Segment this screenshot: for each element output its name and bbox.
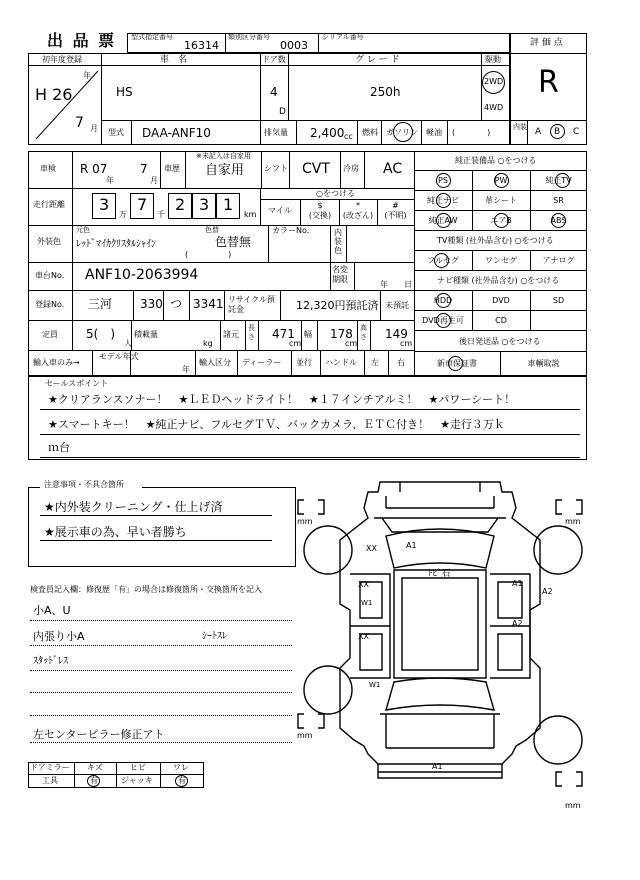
tv-fullseg-circle [434, 253, 449, 268]
tire-bracket-rear-right [556, 772, 582, 786]
sales-label: セールスポイント [45, 379, 109, 388]
inspection-month-unit: 月 [150, 176, 158, 185]
score-label: 評 価 点 [530, 38, 563, 48]
equip-abs-circle [551, 213, 566, 228]
navi-dvd-play-circle [436, 313, 451, 328]
name-change-label: 名変期限 [332, 265, 348, 284]
legend-kizu: キズ [87, 763, 103, 772]
roof [394, 570, 486, 678]
history-value: 自家用 [205, 163, 245, 178]
displacement-value: 2,400 [310, 126, 345, 140]
score-value: R [538, 65, 559, 100]
registration-area: 三河 [88, 297, 113, 311]
legend-jack-yes: 有 [178, 776, 186, 785]
equip-oem-navi: 純正ナビ [427, 196, 459, 205]
equip-oem-aw-circle [436, 213, 451, 228]
damage-xx-front-left: XX [366, 544, 377, 553]
later-warranty-circle [448, 356, 463, 371]
first-reg-month: 7 [75, 115, 84, 131]
history-label: 車歴 [164, 164, 180, 173]
equip-ps: PS [438, 176, 448, 185]
model-label: 型式 [108, 128, 124, 137]
fuel-gasoline: ガソリン [386, 128, 418, 137]
wheel-front-right [534, 526, 582, 574]
registration-number: 3341 [193, 297, 224, 311]
damage-a1-rear-bumper: A1 [432, 762, 443, 771]
tire-mm-rr: mm [565, 801, 581, 810]
type-number-value: 16314 [184, 39, 219, 52]
fuel-label: 燃料 [362, 128, 378, 137]
current-color-paren: ( ) [185, 250, 232, 259]
tire-bracket-rear-left [298, 714, 324, 728]
registration-class: 330 [140, 297, 163, 311]
load-label: 積載量 [134, 330, 158, 339]
displacement-unit: cc [344, 132, 353, 141]
mileage-label: 走行距離 [33, 200, 65, 209]
dimensions-label: 諸元 [223, 330, 239, 339]
legend-tools-circle [87, 775, 100, 787]
recycle-value: 12,320円預託済 [296, 299, 379, 312]
fuel-gasoline-circle [393, 122, 413, 142]
notes-line-2: ★展示車の為、早い者勝ち [44, 525, 187, 539]
load-unit: kg [203, 339, 213, 348]
class-number-label: 類別区分番号 [228, 33, 270, 41]
damage-a2-right-fender: A2 [542, 587, 553, 596]
equip-sr: SR [553, 196, 564, 205]
first-reg-year: H 26 [35, 85, 73, 104]
import-dealer: ディーラー [242, 358, 282, 367]
notes-label: 注意事項・不具合箇所 [44, 480, 124, 489]
inspector-line-2b: ｼｰﾄｽﾚ [202, 631, 227, 642]
later-manual: 車輌取説 [527, 359, 560, 368]
model-year-label: モデル年式 [99, 352, 139, 361]
current-color: 色替無 [215, 235, 252, 249]
inspection-label: 車検 [40, 164, 56, 173]
damage-a2-right-door: A2 [512, 619, 523, 628]
equip-oem-navi-circle [436, 193, 451, 208]
sales-line-2: ★スマートキー！ ★純正ナビ、フルセグＴＶ、バックカメラ、ＥＴＣ付き！ ★走行３万ｋ [48, 418, 505, 431]
drive-2wd: 2WD [484, 77, 504, 86]
mileage-exchange: $ (交換) [308, 201, 332, 220]
mile-label: マイル [268, 206, 292, 215]
color-number-label: カラーNo. [272, 226, 310, 235]
cooler-label: 冷房 [343, 164, 359, 173]
tire-mm-rl: mm [297, 731, 313, 740]
damage-w1-front-door: W1 [361, 599, 373, 607]
mileage-tampered: * (改ざん) [342, 201, 374, 220]
mileage-digit-2: 7 [137, 195, 148, 214]
doors-label: ドア数 [262, 55, 286, 64]
interior-c: C [573, 127, 580, 137]
equip-pw-circle [494, 173, 509, 188]
type-number-label: 型式指定番号 [131, 33, 173, 41]
tire-bracket-front-left [298, 500, 324, 514]
class-number-value: 0003 [280, 39, 308, 52]
length-label: 長さ [248, 324, 255, 341]
import-parallel: 並行 [296, 358, 312, 367]
notes-line-1: ★内外装クリーニング・仕上げ済 [44, 500, 223, 514]
exterior-color-label: 外装色 [37, 237, 61, 246]
damage-stone-chip: ﾄﾋﾞ石 [428, 569, 451, 579]
wheel-rear-left [304, 666, 352, 714]
height-unit: cm [400, 339, 413, 348]
mileage-sen: 千 [157, 210, 165, 219]
chassis-number: ANF10-2063994 [85, 267, 199, 283]
wheel-front-left [304, 526, 352, 574]
width-unit: cm [345, 339, 358, 348]
mileage-digit-5: 1 [223, 195, 234, 214]
mileage-digit-1: 3 [99, 195, 110, 214]
legend-doormirror: ドアミラー [30, 763, 70, 772]
drive-2wd-circle [482, 71, 505, 94]
equip-pw: PW [494, 176, 508, 185]
navi-sd: SD [552, 296, 565, 305]
mileage-man: 万 [119, 210, 127, 219]
equip-airbag-circle [494, 213, 509, 228]
oem-title: 純正装備品 ○をつける [455, 156, 537, 165]
car-name: HS [116, 85, 133, 99]
inspection-year: R 07 [80, 162, 108, 176]
registration-kana: つ [170, 297, 183, 311]
equip-oem-tv: 純正TV [545, 176, 572, 185]
recycle-no: 未預託 [385, 301, 409, 310]
capacity-unit: 人 [124, 339, 132, 348]
navi-dvd-play: DVD再生可 [422, 316, 464, 325]
fuel-diesel: 軽油 [426, 128, 442, 137]
first-reg-label: 初年度登録 [42, 55, 82, 64]
legend-jack: ジャッキ [121, 776, 153, 785]
tire-mm-fl: mm [297, 517, 313, 526]
rear-window [386, 678, 494, 710]
height-label: 高さ [360, 324, 367, 341]
capacity-label: 定員 [42, 330, 58, 339]
interior-color-label: 内装色 [334, 228, 342, 255]
tv-title: TV種類 (社外品含む) ○をつける [437, 236, 554, 245]
shift-label: シフト [264, 164, 288, 173]
chassis-label: 車台No. [35, 271, 65, 280]
model-value: DAA-ANF10 [142, 126, 211, 140]
interior-b-circle [550, 124, 565, 139]
shift-value: CVT [302, 161, 330, 177]
damage-w1-rear: W1 [369, 681, 381, 689]
tv-fullseg: フルセグ [427, 256, 459, 265]
month-unit: 月 [90, 124, 98, 133]
height-value: 149 [385, 327, 408, 341]
equip-airbag: エアB [490, 216, 512, 225]
damage-a1-hood: A1 [406, 541, 417, 550]
width-label: 幅 [304, 330, 312, 339]
navi-title: ナビ種類 (社外品含む) ○をつける [437, 276, 560, 285]
name-change-year: 年 [380, 280, 388, 289]
equip-ps-circle [436, 173, 451, 188]
drive-label: 駆動 [485, 55, 501, 64]
legend-jack-circle [175, 775, 188, 787]
import-type-label: 輸入区分 [199, 358, 231, 367]
doors-type: D [279, 107, 286, 117]
sales-line-1: ★クリアランスソナー！ ★ＬＥＤヘッドライト！ ★１７インチアルミ！ ★パワーシート！ [48, 393, 516, 406]
legend-hibi: ヒビ [130, 763, 146, 772]
history-note: ※未記入は自家用 [196, 152, 251, 160]
tire-mm-fr: mm [565, 517, 581, 526]
inspection-month: 7 [140, 162, 148, 176]
car-diagram [290, 478, 590, 808]
damage-xx-front-door: XX [358, 580, 369, 589]
equip-oem-aw: 純正AW [428, 216, 458, 225]
serial-label: シリアル番号 [322, 33, 364, 41]
doors-value: 4 [270, 85, 278, 99]
drive-4wd: 4WD [484, 103, 504, 112]
car-body-outline [340, 482, 540, 764]
later-title: 後日発送品 ○をつける [459, 337, 541, 346]
cooler-value: AC [383, 161, 403, 177]
legend-tools: 工具 [42, 776, 58, 785]
mileage-unknown: # (不明) [384, 201, 407, 220]
handle-right: 右 [397, 358, 405, 367]
navi-dvd: DVD [492, 296, 510, 305]
handle-label: ハンドル [325, 358, 357, 367]
grade-label: グ レ ー ド [355, 55, 400, 65]
original-color: ﾚｯﾄﾞﾏｲｶｸﾘｽﾀﾙｼｬｲﾝ [76, 239, 156, 250]
import-label: 輸入車のみ→ [33, 358, 80, 367]
mileage-circle-note: ○をつける [316, 189, 355, 198]
inspector-line-6: 左センターピラー修正アト [33, 728, 165, 741]
mileage-km: km [244, 210, 257, 219]
wheel-rear-right [534, 716, 582, 764]
name-change-day: 日 [404, 280, 412, 289]
tv-oneseg: ワンセグ [485, 256, 517, 265]
original-color-label: 元色 [76, 226, 90, 234]
recycle-label: リサイクル預託金 [228, 295, 275, 314]
legend-tools-yes: 有 [90, 776, 98, 785]
equip-leather: 革シート [485, 196, 517, 205]
current-color-label: 色替 [205, 226, 219, 234]
inspector-label: 検査員記入欄：修復歴「有」の場合は修復箇所・交換箇所を記入 [30, 585, 262, 594]
interior-label: 内装 [513, 123, 527, 131]
later-warranty: 新車保証書 [437, 359, 477, 368]
equip-oem-tv-circle [555, 173, 570, 188]
mileage-digit-4: 3 [199, 195, 210, 214]
inspector-line-1: 小A、U [33, 604, 71, 617]
equip-abs: ABS [550, 216, 567, 225]
sales-line-3: ｍ台 [48, 441, 70, 454]
windshield [386, 529, 494, 568]
navi-cd: CD [495, 316, 507, 325]
inspector-line-2a: 内張り小A [33, 630, 85, 643]
inspection-year-unit: 年 [106, 176, 114, 185]
tv-analog: アナログ [542, 256, 575, 265]
car-name-label: 車 名 [160, 55, 188, 65]
tire-bracket-front-right [556, 500, 582, 514]
length-unit: cm [289, 339, 302, 348]
interior-a: A [535, 127, 542, 137]
displacement-label: 排気量 [264, 128, 288, 137]
mileage-digit-3: 2 [175, 195, 186, 214]
navi-hdd-circle [436, 293, 451, 308]
fuel-other: ( ) [452, 128, 491, 137]
navi-hdd: HDD [433, 296, 453, 305]
interior-b: B [554, 127, 561, 137]
capacity-value: 5( ) [86, 327, 115, 341]
legend-ware: ワレ [173, 763, 189, 772]
year-unit: 年 [83, 71, 91, 80]
model-year-unit: 年 [182, 365, 190, 374]
damage-a1-right-front: A1 [512, 579, 523, 588]
registration-label: 登録No. [35, 300, 65, 309]
inspector-line-3: ｽﾀｯﾄﾞﾚｽ [33, 656, 68, 667]
length-value: 471 [272, 327, 295, 341]
grade-value: 250h [370, 85, 401, 99]
damage-xx-rear-door: XX [358, 632, 369, 641]
width-value: 178 [330, 327, 353, 341]
sheet-title: 出 品 票 [47, 31, 117, 50]
handle-left: 左 [371, 358, 379, 367]
